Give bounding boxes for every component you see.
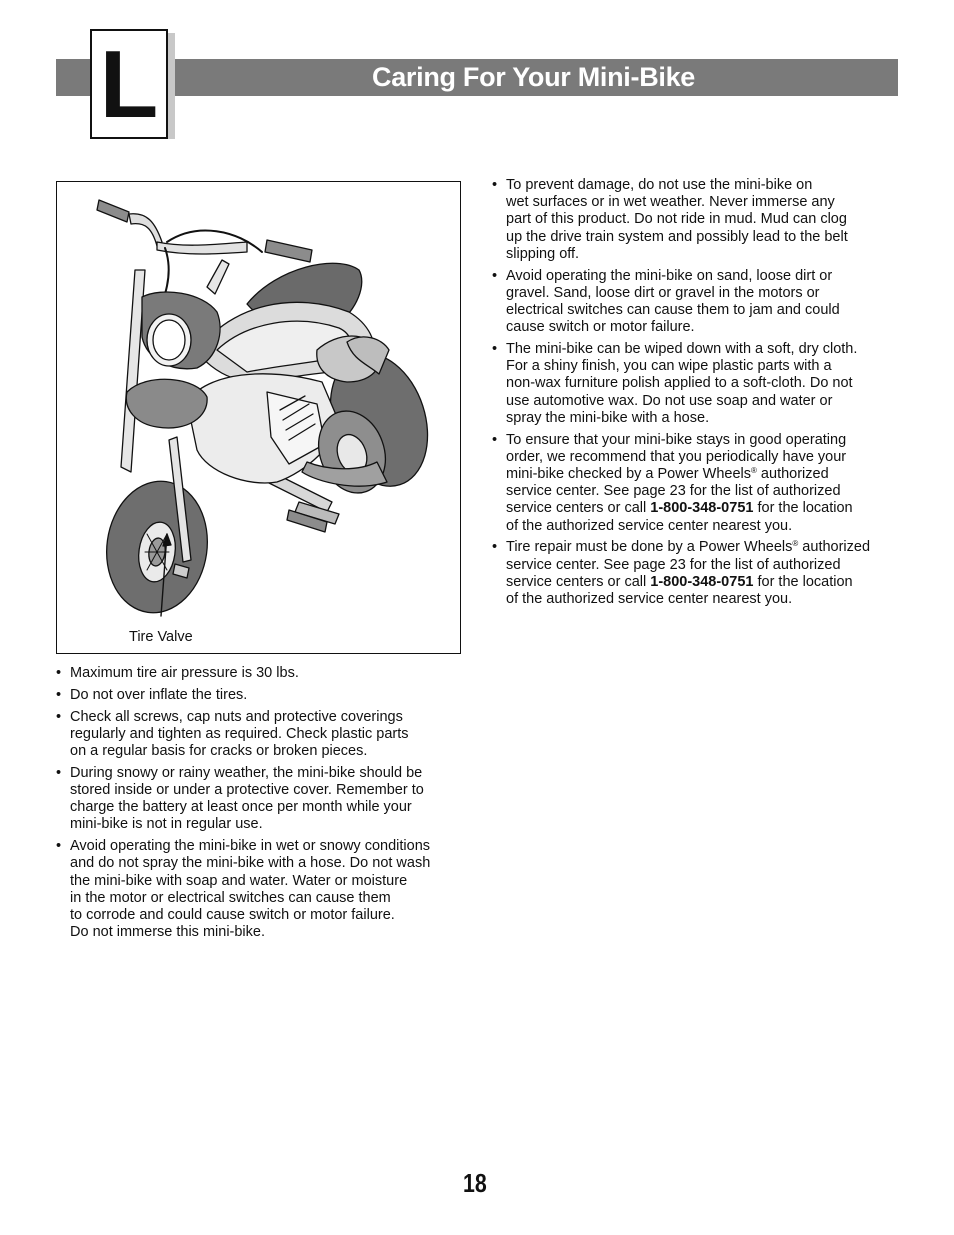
list-item: • During snowy or rainy weather, the mini-bike should be stored inside or under a protective cover. Remember to charge the battery at least once per month while your mini-bike is not in regular use. (56, 765, 466, 834)
section-title: Caring For Your Mini-Bike (372, 62, 696, 92)
list-item: • Maximum tire air pressure is 30 lbs. (56, 665, 466, 682)
list-item: • To prevent damage, do not use the mini-bike on wet surfaces or in wet weather. Never immerse any part of this product. Do not ride in mud. Mud can clog up the drive train system and possibly lead to the belt slipping off. (492, 177, 902, 263)
registered-mark: ® (792, 539, 799, 549)
registered-mark: ® (751, 466, 757, 476)
left-bullet-list (56, 665, 466, 946)
phone-number: 1-800-348-0751 (650, 573, 754, 590)
mini-bike-figure (56, 181, 461, 654)
list-item: • Avoid operating the mini-bike on sand, loose dirt or gravel. Sand, loose dirt or gravel in the motors or electrical switches can cause them to jam and could cause switch or motor failure. (492, 268, 902, 337)
page-number: 18 (463, 1168, 487, 1198)
tire-valve-label: Tire Valve (129, 629, 193, 645)
right-bullet-list (492, 177, 902, 613)
section-letter-box (90, 29, 168, 139)
phone-number: 1-800-348-0751 (650, 500, 754, 517)
list-item: • Check all screws, cap nuts and protective coverings regularly and tighten as required. Check plastic parts on a regular basis for cracks or broken pieces. (56, 709, 466, 761)
list-item: • Avoid operating the mini-bike in wet or snowy conditions and do not spray the mini-bike with a hose. Do not wash the mini-bike with soap and water. Water or moisture in the motor or electrical switches can cause them to corrode and could cause switch or motor failure. Do not immerse this mini-bike. (56, 838, 466, 941)
list-item: • Tire repair must be done by a Power Wheels® authorized service center. See page 23 for the list of authorized service centers or call 1-800-348-0751 for the location of the authorized service center nearest you. (492, 539, 902, 608)
list-item: • The mini-bike can be wiped down with a soft, dry cloth. For a shiny finish, you can wipe plastic parts with a non-wax furniture polish applied to a soft-cloth. Do not use automotive wax. Do not use soap and water or spray the mini-bike with a hose. (492, 341, 902, 427)
mini-bike-illustration (57, 182, 462, 655)
list-item: • Do not over inflate the tires. (56, 687, 466, 704)
list-item: • To ensure that your mini-bike stays in good operating order, we recommend that you periodically have your mini-bike checked by a Power Wheels® authorized service center. See page 23 for the list of authorized service centers or call 1-800-348-0751 for the location of the authorized service center nearest you. (492, 432, 902, 535)
section-letter: L (99, 31, 159, 138)
